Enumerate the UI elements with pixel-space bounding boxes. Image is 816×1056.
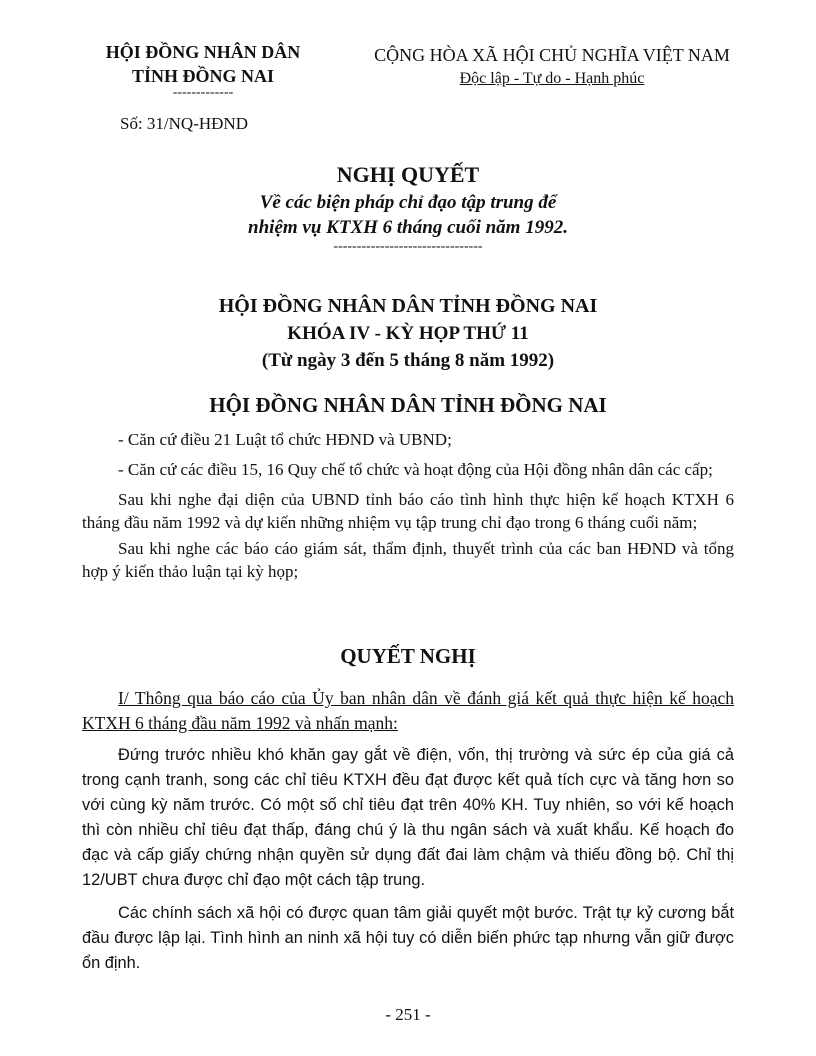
section-1-paragraph: Các chính sách xã hội có được quan tâm giải quyết một bước. Trật tự kỷ cương bắt đầu được lập lại. Tình hình an ninh xã hội tuy có diễn biến phức tạp nhưng vẫn giữ được ổn định. [82, 904, 734, 972]
document-subtitle-2: nhiệm vụ KTXH 6 tháng cuối năm 1992. [248, 217, 568, 238]
national-motto: Độc lập - Tự do - Hạnh phúc [459, 70, 645, 87]
preamble-item: Sau khi nghe đại diện của UBND tỉnh báo cáo tình hình thực hiện kế hoạch KTXH 6 tháng đầu năm 1992 và dự kiến những nhiệm vụ tập trung chỉ đạo trong 6 tháng cuối năm; [82, 490, 734, 532]
title-block [0, 160, 816, 254]
preamble [82, 428, 734, 583]
preamble-item: - Căn cứ các điều 15, 16 Quy chế tổ chức và hoạt động của Hội đồng nhân dân các cấp; [118, 460, 713, 479]
preamble-item: - Căn cứ điều 21 Luật tổ chức HĐND và UBND; [118, 430, 452, 449]
preamble-item: Sau khi nghe các báo cáo giám sát, thẩm định, thuyết trình của các ban HĐND và tổng hợp ý kiến thảo luận tại kỳ họp; [82, 539, 734, 581]
council-term: KHÓA IV - KỲ HỌP THỨ 11 [287, 323, 529, 344]
page-number: - 251 - [385, 1005, 431, 1024]
title-divider: -------------------------------- [333, 239, 483, 254]
session-dates: (Từ ngày 3 đến 5 tháng 8 năm 1992) [261, 350, 555, 371]
section-1-title: I/ Thông qua báo cáo của Ủy ban nhân dân về đánh giá kết quả thực hiện kế hoạch KTXH 6 tháng đầu năm 1992 và nhấn mạnh: [82, 688, 734, 733]
section-1-paragraph: Đứng trước nhiều khó khăn gay gắt về điện, vốn, thị trường và sức ép của giá cả trong cạnh tranh, song các chỉ tiêu KTXH đều đạt được kết quả tích cực và tăng hơn so với cùng kỳ năm trước. Có một số chỉ tiêu đạt trên 40% KH. Tuy nhiên, so với kế hoạch thì còn nhiều chỉ tiêu đạt thấp, đáng chú ý là thu ngân sách và xuất khẩu. Kế hoạch đo đạc và cấp giấy chứng nhận quyền sử dụng đất đai làm chậm và thiếu đồng bộ. Chỉ thị 12/UBT chưa được chỉ đạo một cách tập trung. [82, 746, 734, 889]
document-subtitle-1: Về các biện pháp chỉ đạo tập trung để [259, 192, 557, 213]
resolution-heading: QUYẾT NGHỊ [340, 644, 476, 668]
issuing-authority [78, 40, 328, 98]
authority-line-2: TỈNH ĐỒNG NAI [131, 66, 274, 86]
authority-line-1: HỘI ĐỒNG NHÂN DÂN [105, 42, 301, 62]
council-session [0, 292, 816, 374]
country-name: CỘNG HÒA XÃ HỘI CHỦ NGHĨA VIỆT NAM [374, 45, 730, 65]
authority-divider: ------------- [172, 85, 234, 100]
council-name: HỘI ĐỒNG NHÂN DÂN TỈNH ĐỒNG NAI [218, 295, 598, 317]
document-number: Số: 31/NQ-HĐND [120, 114, 248, 133]
national-header [352, 43, 752, 91]
document-title: NGHỊ QUYẾT [336, 162, 480, 187]
section-1-body [82, 743, 734, 976]
council-heading: HỘI ĐỒNG NHÂN DÂN TỈNH ĐỒNG NAI [209, 393, 607, 417]
